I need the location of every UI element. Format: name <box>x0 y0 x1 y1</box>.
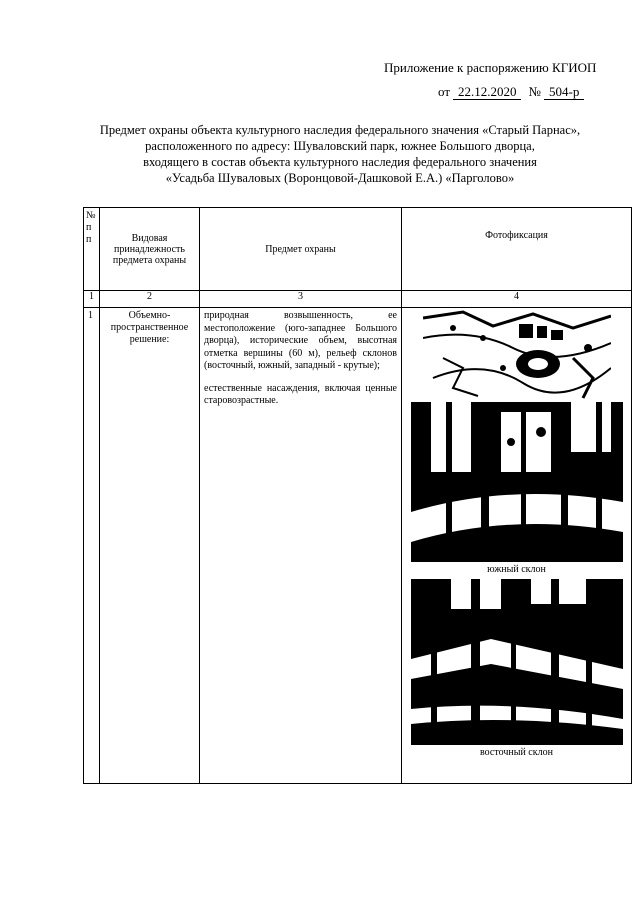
south-slope-photo <box>411 402 623 562</box>
row-kind: Объемно-пространственное решение: <box>100 308 200 784</box>
order-date: 22.12.2020 <box>453 85 521 100</box>
east-slope-caption: восточный склон <box>480 747 553 758</box>
appendix-title: Приложение к распоряжению КГИОП <box>384 60 597 75</box>
title-line-4: «Усадьба Шуваловых (Воронцовой-Дашковой Е.А.) «Парголово» <box>165 171 515 185</box>
number-label: № <box>528 84 541 99</box>
row-number: 1 <box>84 308 100 784</box>
header-subject: Предмет охраны <box>200 208 402 291</box>
south-slope-caption: южный склон <box>487 564 546 575</box>
table-header-row <box>84 208 632 291</box>
header-num: № п п <box>84 208 100 291</box>
site-map-image <box>423 308 611 400</box>
from-label: от <box>438 84 451 99</box>
row-photos <box>402 308 632 784</box>
east-slope-photo <box>411 579 623 745</box>
col-number-4: 4 <box>402 291 632 308</box>
order-reference <box>438 84 584 100</box>
document-title <box>80 122 600 186</box>
title-line-3: входящего в состав объекта культурного наследия федерального значения <box>143 155 537 169</box>
table-row <box>84 308 632 784</box>
title-line-2: расположенного по адресу: Шуваловский парк, южнее Большого дворца, <box>145 139 535 153</box>
row-subject <box>200 308 402 784</box>
header-kind: Видовая принадлежность предмета охраны <box>100 208 200 291</box>
subject-paragraph-2: естественные насаждения, включая ценные старовозрастные. <box>204 382 397 406</box>
title-line-1: Предмет охраны объекта культурного наследия федерального значения «Старый Парнас», <box>99 123 581 137</box>
col-number-3: 3 <box>200 291 402 308</box>
subject-paragraph-1: природная возвышенность, ее местоположение (юго-западнее Большого дворца), исторические объем, высотная отметка вершины (60 м), рельеф склонов (восточный, южный, западный - крутые); <box>204 310 397 371</box>
header-photo: Фотофиксация <box>402 208 632 291</box>
order-number: 504-р <box>544 85 584 100</box>
col-number-1: 1 <box>84 291 100 308</box>
column-number-row <box>84 291 632 308</box>
col-number-2: 2 <box>100 291 200 308</box>
protection-subject-table <box>83 207 632 784</box>
